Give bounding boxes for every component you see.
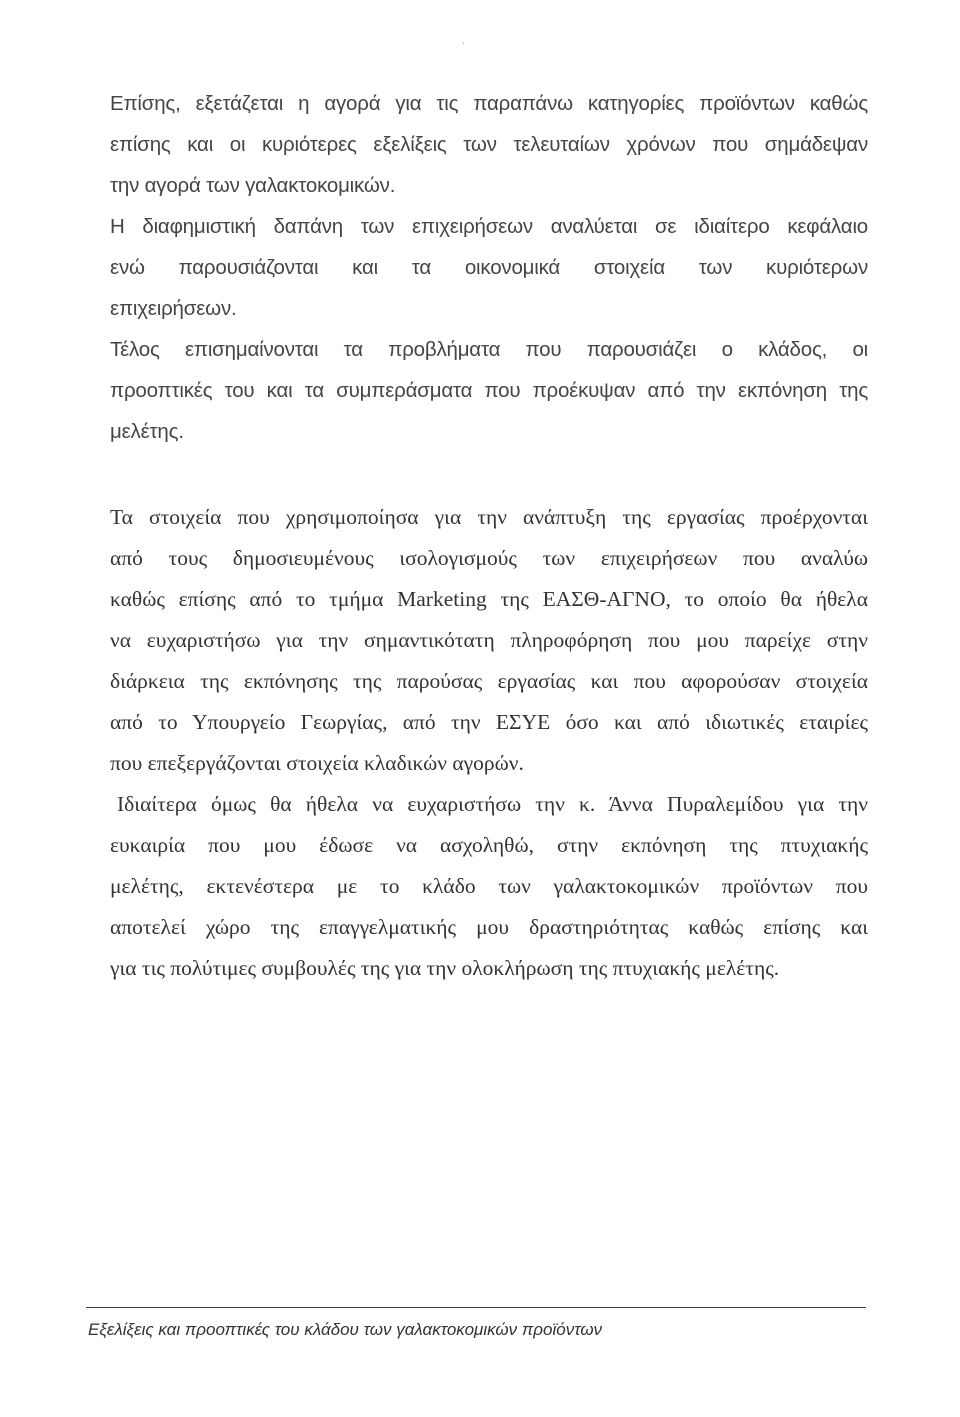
text-line: Ιδιαίτερα όμως θα ήθελα να ευχαριστήσω την κ. Άννα Πυραλεμίδου για την [117,792,868,816]
text-line: καθώς επίσης από το τμήμα Marketing της ΕΑΣΘ-ΑΓΝΟ, το οποίο θα ήθελα [110,587,868,611]
text-line: για τις πολύτιμες συμβουλές της για την ολοκλήρωση της πτυχιακής μελέτης. [110,956,780,980]
text-line: από τους δημοσιευμένους ισολογισμούς των επιχειρήσεων που αναλύω [110,546,868,570]
text-line: Τέλος επισημαίνονται τα προβλήματα που παρουσιάζει ο κλάδος, οι [110,338,868,361]
text-line: διάρκεια της εκπόνησης της παρούσας εργασίας και που αφορούσαν στοιχεία [110,669,868,693]
text-line: Επίσης, εξετάζεται η αγορά για τις παραπάνω κατηγορίες προϊόντων καθώς [110,92,868,115]
page-marker: · [462,39,466,50]
text-line: προοπτικές του και τα συμπεράσματα που προέκυψαν από την εκπόνηση της [110,379,868,402]
text-line: ενώ παρουσιάζονται και τα οικονομικά στοιχεία των κυριότερων [110,256,868,279]
text-line: από το Υπουργείο Γεωργίας, από την ΕΣΥΕ όσο και από ιδιωτικές εταιρίες [110,710,868,734]
footer-running-title: Εξελίξεις και προοπτικές του κλάδου των γαλακτοκομικών προϊόντων [88,1320,603,1339]
text-line: να ευχαριστήσω για την σημαντικότατη πληροφόρηση που μου παρείχε στην [110,628,868,652]
text-line: Τα στοιχεία που χρησιμοποίησα για την ανάπτυξη της εργασίας προέρχονται [110,505,868,529]
text-line: επίσης και οι κυριότερες εξελίξεις των τελευταίων χρόνων που σημάδεψαν [110,133,868,156]
text-line: αποτελεί χώρο της επαγγελματικής μου δραστηριότητας καθώς επίσης και [110,915,868,939]
text-line: που επεξεργάζονται στοιχεία κλαδικών αγορών. [110,751,524,775]
text-line: μελέτης, εκτενέστερα με το κλάδο των γαλακτοκομικών προϊόντων που [110,874,868,898]
text-line: επιχειρήσεων. [110,297,237,320]
footer-divider [86,1307,866,1308]
text-line: την αγορά των γαλακτοκομικών. [110,174,396,197]
text-line: ευκαιρία που μου έδωσε να ασχοληθώ, στην εκπόνηση της πτυχιακής [110,833,868,857]
text-line: Η διαφημιστική δαπάνη των επιχειρήσεων αναλύεται σε ιδιαίτερο κεφάλαιο [110,215,868,238]
text-line: μελέτης. [110,420,184,443]
